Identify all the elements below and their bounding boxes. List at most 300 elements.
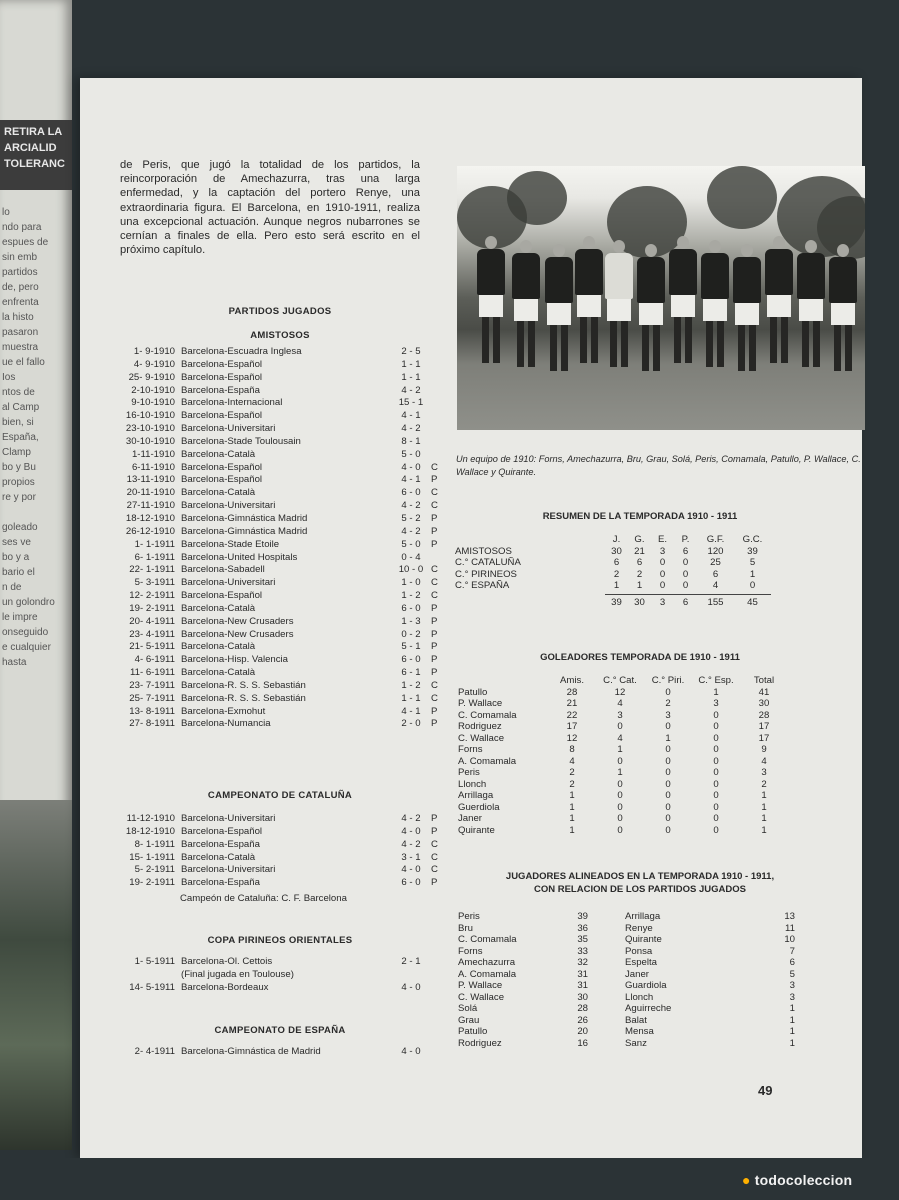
team-photo [457, 166, 865, 430]
match-venue: P [431, 602, 438, 614]
jugador-partidos: 5 [789, 968, 795, 980]
goleador-cell: 0 [665, 801, 671, 813]
jugador-name: Renye [625, 922, 653, 934]
goleador-cell: 0 [665, 813, 671, 824]
match-row [120, 693, 450, 706]
match-date: 8- 1-1911 [134, 838, 175, 850]
resumen-cell: 6 [636, 557, 643, 568]
match-teams: Barcelona-Bordeaux [181, 981, 269, 993]
jugador-row [625, 946, 795, 958]
jugador-name: Sanz [625, 1037, 647, 1049]
resumen-title: RESUMEN DE LA TEMPORADA 1910 - 1911 [542, 511, 738, 522]
facing-text-line: la histo [2, 312, 34, 323]
match-score: 4 - 0 [401, 981, 421, 993]
facing-text-line: sin emb [2, 252, 38, 263]
goleador-cell: 2 [569, 767, 575, 778]
player-shirt [797, 253, 825, 299]
jugador-name: C. Wallace [458, 991, 505, 1003]
match-score: 4 - 2 [401, 813, 421, 824]
jugador-partidos: 20 [577, 1026, 588, 1037]
resumen-header-blank [455, 534, 605, 546]
match-row [120, 410, 450, 423]
jugador-partidos: 1 [789, 1026, 795, 1037]
match-score: 0 - 2 [401, 628, 421, 640]
resumen-row-label: AMISTOSOS [455, 545, 512, 557]
jugador-name: Espelta [625, 957, 657, 968]
jugador-partidos: 1 [789, 1003, 795, 1014]
goleador-row [458, 813, 788, 825]
match-row [120, 500, 450, 513]
goleador-cell: 0 [617, 778, 623, 790]
match-score: 2 - 1 [401, 956, 421, 967]
match-score: 4 - 1 [401, 705, 421, 717]
player-legs [580, 317, 598, 363]
jugador-name: P. Wallace [458, 980, 503, 991]
facing-banner-line: RETIRA LA [4, 126, 63, 138]
match-date: 23- 4-1911 [129, 628, 175, 640]
photo-player [733, 244, 761, 371]
match-date: 19- 2-1911 [129, 877, 175, 889]
goleador-row [458, 698, 788, 710]
match-teams: Barcelona-Català [181, 487, 256, 499]
intro-text: de Peris, que jugó la totalidad de los partidos, la reincorporación de Amechazurra, tras una larga enfermedad, y la captación del portero Renye, una extraordinaria figura. El Barcelona, en 1910-1911, realiza una excepcional actuación. Aunque negros nubarrones se cernían a finales de ella. Pero esto será escrito en el próximo capítulo. [120, 159, 420, 257]
photo-player [765, 236, 793, 363]
jugador-partidos: 31 [577, 968, 588, 980]
goleador-name: Peris [458, 767, 480, 778]
goleador-cell: 12 [566, 732, 578, 744]
facing-page-banner [0, 120, 72, 190]
jugador-row [625, 1026, 795, 1038]
goleador-cell: 1 [761, 813, 767, 824]
resumen-table [455, 534, 771, 608]
player-shirt [733, 257, 761, 303]
match-venue [431, 552, 445, 565]
facing-text-line: n de [2, 582, 22, 593]
goleadores-header-cell: C.° Cat. [603, 675, 637, 686]
jugador-row [458, 911, 588, 923]
match-score: 6 - 0 [401, 877, 421, 889]
match-score: 4 - 2 [401, 838, 421, 850]
player-shirt [765, 249, 793, 295]
match-venue [431, 449, 445, 462]
match-row [120, 397, 450, 410]
match-date: 11- 6-1911 [130, 667, 175, 679]
facing-text-line: Ios [2, 372, 16, 383]
match-teams: Barcelona-Gimnástica Madrid [181, 525, 308, 537]
jugador-row [458, 1026, 588, 1038]
match-score: 1 - 0 [401, 577, 421, 589]
match-score: 2 - 5 [401, 346, 421, 357]
resumen-total-cell: 45 [747, 596, 758, 608]
match-score: 4 - 2 [401, 525, 421, 537]
match-row [120, 359, 450, 372]
match-row [120, 982, 450, 995]
resumen-total-label [455, 597, 605, 609]
facing-text-line: un golondro [2, 597, 55, 608]
goleador-cell: 0 [713, 801, 719, 813]
player-shirt [477, 249, 505, 295]
resumen-total-cell: 155 [707, 596, 724, 608]
match-date: 23- 7-1911 [129, 679, 175, 691]
jugador-name: Arrillaga [625, 911, 661, 922]
player-legs [642, 325, 660, 371]
match-score: 10 - 0 [398, 564, 424, 576]
match-score: 6 - 0 [401, 487, 421, 499]
goleador-name: Rodriguez [458, 721, 502, 732]
player-shirt [605, 253, 633, 299]
match-score: 4 - 0 [401, 461, 421, 473]
jugador-name: Forns [458, 945, 483, 957]
match-row [120, 474, 450, 487]
match-date: 2-10-1910 [131, 384, 175, 396]
goleadores-header-cell: C.° Esp. [698, 675, 734, 686]
resumen-header-cell: G.F. [706, 534, 725, 545]
match-row [120, 706, 450, 719]
resumen-header-row [455, 534, 771, 546]
player-head [553, 244, 565, 257]
resumen-row [455, 569, 771, 581]
match-date: 20-11-1910 [126, 487, 175, 499]
jugador-name: Quirante [625, 934, 662, 945]
jugador-partidos: 10 [784, 934, 795, 945]
photo-player [575, 236, 603, 363]
match-date: 30-10-1910 [125, 435, 175, 447]
jugador-row [458, 992, 588, 1004]
match-date: 4- 6-1911 [134, 654, 175, 666]
jugador-partidos: 7 [789, 945, 795, 957]
match-venue: C [431, 679, 438, 691]
match-venue: P [431, 654, 438, 666]
jugadores-title-line2: CON RELACION DE LOS PARTIDOS JUGADOS [533, 884, 746, 895]
jugador-name: Solá [458, 1003, 478, 1014]
photo-player [512, 240, 540, 367]
resumen-row [455, 557, 771, 569]
goleador-cell: 0 [665, 824, 671, 836]
jugador-name: Ponsa [625, 945, 653, 957]
jugador-partidos: 3 [789, 980, 795, 991]
resumen-cell: 0 [659, 568, 666, 580]
goleador-cell: 17 [566, 721, 578, 732]
match-row [120, 718, 450, 731]
goleador-cell: 4 [617, 698, 623, 709]
match-teams: Barcelona-Español [181, 410, 263, 422]
resumen-cell: 6 [682, 545, 689, 557]
photo-player [701, 240, 729, 367]
goleador-row [458, 733, 788, 745]
player-legs [610, 321, 628, 367]
player-head [805, 240, 817, 253]
player-head [741, 244, 753, 257]
match-row [120, 877, 450, 890]
match-row [120, 603, 450, 616]
jugador-row [625, 934, 795, 946]
photo-player [829, 244, 857, 371]
match-score: 8 - 1 [401, 435, 421, 447]
match-date: 5- 2-1911 [134, 864, 175, 876]
jugador-name: A. Comamala [458, 968, 517, 980]
match-teams: Barcelona-United Hospitals [181, 551, 298, 563]
player-shorts [799, 299, 823, 321]
player-shirt [829, 257, 857, 303]
facing-text-line: al Camp [2, 402, 40, 413]
goleador-cell: 8 [569, 744, 575, 755]
match-venue: C [431, 461, 438, 473]
jugador-row [458, 957, 588, 969]
player-head [773, 236, 785, 249]
goleador-name: Llonch [458, 778, 487, 790]
resumen-header-cell: E. [657, 534, 668, 545]
match-venue: C [431, 487, 438, 499]
goleador-cell: 1 [761, 790, 767, 801]
player-shorts [703, 299, 727, 321]
resumen-total-cell: 39 [611, 596, 622, 608]
player-head [520, 240, 532, 253]
resumen-cell: 3 [659, 545, 666, 557]
goleador-cell: 0 [617, 790, 623, 801]
jugador-row [625, 980, 795, 992]
jugador-partidos: 1 [789, 1037, 795, 1049]
match-teams: Barcelona-España [181, 384, 260, 396]
jugador-partidos: 32 [577, 957, 588, 968]
goleador-cell: 9 [761, 744, 767, 755]
match-date: 15- 1-1911 [129, 851, 175, 863]
facing-text-line: re y por [2, 492, 36, 503]
match-date: 27-11-1910 [126, 500, 175, 512]
jugador-row [625, 1038, 795, 1050]
player-shorts [639, 303, 663, 325]
goleador-cell: 4 [761, 755, 767, 767]
match-score: 5 - 0 [401, 448, 421, 460]
match-date: 1- 9-1910 [133, 346, 175, 357]
match-row [120, 526, 450, 539]
goleador-cell: 12 [614, 686, 626, 698]
match-venue: P [431, 825, 438, 837]
player-legs [517, 321, 535, 367]
match-teams: Barcelona-Numancia [181, 718, 271, 730]
jugador-row [625, 923, 795, 935]
facing-page-photo [0, 800, 72, 1150]
goleador-cell: 1 [617, 744, 623, 755]
match-teams: Barcelona-Català [181, 448, 256, 460]
goleador-cell: 0 [713, 721, 719, 732]
match-teams: Barcelona-Sabadell [181, 564, 265, 576]
match-date: 9-10-1910 [131, 397, 175, 409]
facing-text-line: goleado [2, 522, 38, 533]
match-score: 6 - 1 [401, 667, 421, 679]
partidos-jugados-heading: PARTIDOS JUGADOS [228, 306, 332, 317]
book-page [80, 78, 862, 1158]
resumen-cell: 0 [682, 557, 689, 568]
watermark [742, 1172, 852, 1188]
match-score: 4 - 2 [401, 384, 421, 396]
facing-text-line: onseguido [2, 627, 49, 638]
goleador-cell: 0 [713, 767, 719, 778]
match-teams: Barcelona-Escuadra Inglesa [181, 346, 302, 357]
resumen-cell: 1 [636, 580, 643, 591]
match-score: 4 - 0 [401, 864, 421, 876]
player-legs [770, 317, 788, 363]
goleador-cell: 17 [758, 721, 770, 732]
goleador-cell: 0 [713, 744, 719, 755]
match-score: 4 - 1 [401, 410, 421, 422]
photo-player [477, 236, 505, 363]
match-row [120, 564, 450, 577]
goleador-cell: 1 [569, 824, 575, 836]
match-date: 1- 1-1911 [134, 538, 175, 550]
match-date: 23-10-1910 [125, 423, 175, 435]
match-score: 4 - 1 [401, 474, 421, 486]
match-date: 11-12-1910 [126, 813, 175, 824]
jugador-partidos: 1 [789, 1014, 795, 1026]
resumen-total-cell: 3 [659, 596, 666, 608]
goleador-name: Janer [458, 813, 482, 824]
player-legs [550, 325, 568, 371]
facing-banner-line: ARCIALID [4, 142, 57, 154]
photo-caption: Un equipo de 1910: Forns, Amechazurra, Bru, Grau, Solá, Peris, Comamala, Patullo, P. Wallace, C. Wallace y Quirante. [456, 454, 861, 477]
jugador-partidos: 35 [577, 934, 588, 945]
match-date: 16-10-1910 [125, 410, 175, 422]
match-row [120, 590, 450, 603]
match-row [120, 346, 450, 359]
match-teams: Barcelona-Català [181, 602, 256, 614]
match-row [120, 969, 450, 982]
goleador-cell: 3 [713, 698, 719, 709]
match-date: 12- 2-1911 [129, 590, 175, 602]
jugador-name: Grau [458, 1014, 480, 1026]
jugador-row [625, 1015, 795, 1027]
facing-text-line: e cualquier [2, 642, 51, 653]
jugador-partidos: 30 [577, 991, 588, 1003]
jugador-partidos: 6 [789, 957, 795, 968]
match-date: 25- 9-1910 [128, 371, 175, 383]
jugador-partidos: 36 [577, 922, 588, 934]
goleador-row [458, 721, 788, 733]
resumen-cell: 1 [749, 568, 756, 580]
goleadores-header-cell: Total [753, 675, 775, 686]
match-venue: P [431, 525, 438, 537]
goleador-cell: 1 [665, 732, 671, 744]
facing-text-line: muestra [2, 342, 39, 353]
resumen-cell: 21 [634, 545, 645, 557]
facing-text-line: ses ve [2, 537, 31, 548]
resumen-cell: 39 [747, 545, 758, 557]
match-row [120, 1046, 450, 1059]
jugador-name: Patullo [458, 1026, 488, 1037]
resumen-header-cell: G. [634, 534, 645, 545]
match-teams: Barcelona-Català [181, 667, 256, 679]
watermark-mark: ● [742, 1172, 751, 1188]
match-date: 2- 4-1911 [134, 1046, 175, 1057]
match-score: 1 - 2 [401, 590, 421, 602]
match-venue [431, 969, 445, 982]
resumen-cell: 6 [712, 568, 719, 580]
goleador-cell: 0 [617, 801, 623, 813]
match-venue: P [431, 877, 438, 889]
goleador-cell: 1 [569, 790, 575, 801]
cataluna-champion-note: Campeón de Cataluña: C. F. Barcelona [180, 893, 347, 904]
match-venue [431, 359, 445, 372]
match-row [120, 487, 450, 500]
match-score: 2 - 0 [401, 718, 421, 730]
facing-page [0, 0, 72, 1150]
facing-text-line: propios [2, 477, 35, 488]
jugador-partidos: 31 [577, 980, 588, 991]
match-venue: P [431, 641, 438, 653]
facing-text-line: bien, si [2, 417, 34, 428]
match-date: 1- 5-1911 [134, 956, 175, 967]
watermark-text: todocoleccion [754, 1172, 853, 1188]
match-row [120, 839, 450, 852]
goleador-cell: 17 [758, 732, 770, 744]
match-row [120, 436, 450, 449]
facing-text-line: ndo para [2, 222, 42, 233]
goleador-name: A. Comamala [458, 755, 517, 767]
match-score: 5 - 1 [401, 641, 421, 653]
match-date: 21- 5-1911 [129, 641, 175, 653]
jugador-partidos: 16 [577, 1037, 588, 1049]
match-venue: P [431, 474, 438, 486]
match-teams: Barcelona-Universitari [181, 423, 276, 435]
match-row [120, 629, 450, 642]
match-date: 13-11-1910 [126, 474, 175, 486]
goleador-cell: 1 [761, 801, 767, 813]
resumen-cell: 0 [659, 557, 666, 568]
match-venue [431, 982, 445, 995]
resumen-cell: 120 [707, 545, 724, 557]
resumen-header-cell: G.C. [742, 534, 763, 545]
player-legs [706, 321, 724, 367]
match-row [120, 826, 450, 839]
match-teams: Barcelona-Universitari [181, 500, 276, 512]
pirineos-heading: COPA PIRINEOS ORIENTALES [207, 935, 353, 946]
photo-player [797, 240, 825, 367]
goleador-cell: 28 [758, 709, 770, 721]
pirineos-list [120, 956, 450, 995]
match-score: 3 - 1 [401, 851, 421, 863]
match-row [120, 616, 450, 629]
match-venue: C [431, 577, 438, 589]
jugador-row [458, 1003, 588, 1015]
player-head [613, 240, 625, 253]
match-teams: Barcelona-R. S. S. Sebastián [181, 692, 306, 704]
jugador-partidos: 11 [785, 922, 795, 934]
resumen-header-cell: P. [681, 534, 690, 545]
match-score: 4 - 2 [401, 423, 421, 435]
match-date: 27- 8-1911 [129, 718, 175, 730]
jugador-row [458, 946, 588, 958]
match-venue [431, 436, 445, 449]
goleador-cell: 0 [665, 721, 671, 732]
match-row [120, 385, 450, 398]
goleador-row [458, 767, 788, 779]
match-teams: Barcelona-Stade Toulousain [181, 435, 301, 447]
match-score: 4 - 0 [401, 825, 421, 837]
page-number: 49 [758, 1083, 773, 1098]
photo-player [545, 244, 573, 371]
player-shorts [514, 299, 538, 321]
facing-text-line: espues de [2, 237, 49, 248]
goleador-cell: 1 [761, 824, 767, 836]
resumen-cell: 25 [710, 557, 721, 568]
match-teams: Barcelona-España [181, 838, 260, 850]
match-venue: P [431, 813, 438, 824]
match-row [120, 423, 450, 436]
goleador-row [458, 756, 788, 768]
jugadores-col2 [625, 911, 795, 1049]
match-date: 25- 7-1911 [129, 692, 175, 704]
match-teams: Barcelona-Universitari [181, 864, 276, 876]
resumen-cell: 0 [682, 568, 689, 580]
